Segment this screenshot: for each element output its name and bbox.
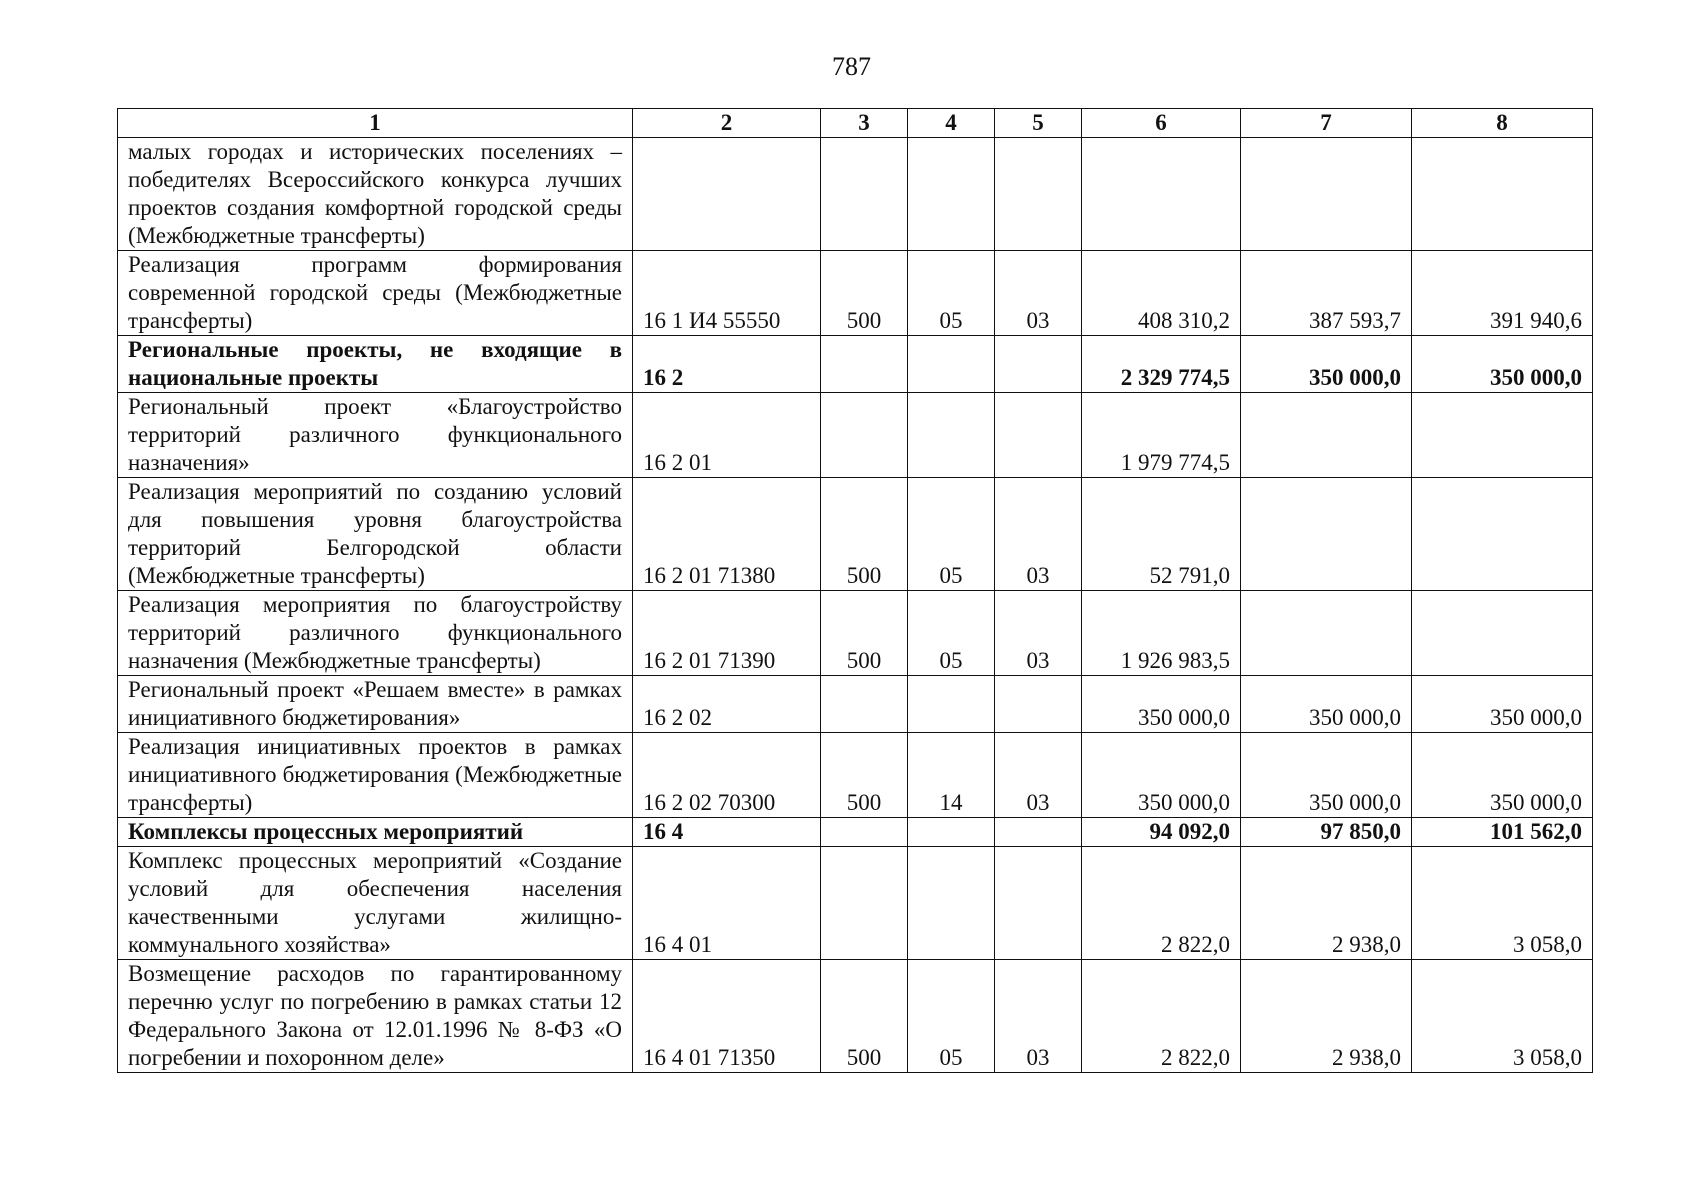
item-col-8: 3 058,0 — [1412, 960, 1593, 1073]
item-code: 16 2 — [633, 336, 821, 393]
item-name: Региональный проект «Благоустройство территорий различного функционального назначения» — [118, 393, 633, 478]
item-code: 16 2 01 — [633, 393, 821, 478]
column-header: 3 — [821, 109, 908, 138]
column-header: 4 — [908, 109, 995, 138]
item-col-8: 350 000,0 — [1412, 733, 1593, 818]
item-col-8: 350 000,0 — [1412, 676, 1593, 733]
item-name: малых городах и исторических поселениях – победителях Всероссийского конкурса лучших проектов создания комфортной городской среды (Межбюджетные трансферты) — [118, 138, 633, 251]
item-col-4 — [908, 138, 995, 251]
item-name: Региональные проекты, не входящие в национальные проекты — [118, 336, 633, 393]
item-col-7: 97 850,0 — [1241, 818, 1412, 847]
item-col-7 — [1241, 393, 1412, 478]
item-name: Реализация мероприятий по созданию условий для повышения уровня благоустройства территорий Белгородской области (Межбюджетные трансферты) — [118, 478, 633, 591]
item-col-5 — [995, 676, 1082, 733]
item-col-6: 2 822,0 — [1082, 847, 1241, 960]
item-col-8 — [1412, 591, 1593, 676]
item-col-3 — [821, 138, 908, 251]
item-col-3 — [821, 393, 908, 478]
item-code: 16 2 01 71390 — [633, 591, 821, 676]
table-row — [118, 251, 1593, 336]
item-col-4 — [908, 393, 995, 478]
item-col-7: 387 593,7 — [1241, 251, 1412, 336]
table-row — [118, 960, 1593, 1073]
item-col-6: 408 310,2 — [1082, 251, 1241, 336]
item-name: Региональный проект «Решаем вместе» в рамках инициативного бюджетирования» — [118, 676, 633, 733]
item-name: Комплекс процессных мероприятий «Создание условий для обеспечения населения качественными услугами жилищно-коммунального хозяйства» — [118, 847, 633, 960]
item-col-6: 350 000,0 — [1082, 733, 1241, 818]
item-col-8: 391 940,6 — [1412, 251, 1593, 336]
item-col-7 — [1241, 478, 1412, 591]
item-code — [633, 138, 821, 251]
item-col-7: 2 938,0 — [1241, 847, 1412, 960]
item-col-3 — [821, 818, 908, 847]
item-col-8 — [1412, 478, 1593, 591]
item-col-7: 2 938,0 — [1241, 960, 1412, 1073]
item-col-5: 03 — [995, 478, 1082, 591]
item-col-5 — [995, 847, 1082, 960]
item-col-5: 03 — [995, 733, 1082, 818]
item-col-8: 3 058,0 — [1412, 847, 1593, 960]
item-col-7: 350 000,0 — [1241, 733, 1412, 818]
header-row — [118, 109, 1593, 138]
item-col-3: 500 — [821, 960, 908, 1073]
item-col-4 — [908, 336, 995, 393]
table-row — [118, 847, 1593, 960]
table-row — [118, 818, 1593, 847]
table-row — [118, 138, 1593, 251]
item-code: 16 2 02 70300 — [633, 733, 821, 818]
item-col-3: 500 — [821, 251, 908, 336]
item-name: Реализация инициативных проектов в рамках инициативного бюджетирования (Межбюджетные трансферты) — [118, 733, 633, 818]
table-row — [118, 733, 1593, 818]
item-name: Возмещение расходов по гарантированному перечню услуг по погребению в рамках статьи 12 Федерального Закона от 12.01.1996 № 8-ФЗ «О погребении и похоронном деле» — [118, 960, 633, 1073]
item-col-5 — [995, 818, 1082, 847]
item-col-8 — [1412, 138, 1593, 251]
item-col-3: 500 — [821, 733, 908, 818]
item-col-4: 05 — [908, 591, 995, 676]
item-col-6: 350 000,0 — [1082, 676, 1241, 733]
item-col-3 — [821, 676, 908, 733]
item-col-7 — [1241, 591, 1412, 676]
item-code: 16 2 01 71380 — [633, 478, 821, 591]
item-code: 16 4 01 71350 — [633, 960, 821, 1073]
item-col-4 — [908, 847, 995, 960]
column-header: 7 — [1241, 109, 1412, 138]
item-col-4: 05 — [908, 478, 995, 591]
item-name: Реализация программ формирования современной городской среды (Межбюджетные трансферты) — [118, 251, 633, 336]
item-col-3 — [821, 336, 908, 393]
item-col-6 — [1082, 138, 1241, 251]
item-code: 16 2 02 — [633, 676, 821, 733]
item-col-4: 05 — [908, 251, 995, 336]
item-col-4 — [908, 818, 995, 847]
item-col-3: 500 — [821, 478, 908, 591]
column-header: 8 — [1412, 109, 1593, 138]
table-row — [118, 393, 1593, 478]
item-col-6: 1 979 774,5 — [1082, 393, 1241, 478]
item-code: 16 4 01 — [633, 847, 821, 960]
item-col-5: 03 — [995, 251, 1082, 336]
item-col-4 — [908, 676, 995, 733]
column-header: 5 — [995, 109, 1082, 138]
item-col-8: 101 562,0 — [1412, 818, 1593, 847]
item-col-7: 350 000,0 — [1241, 676, 1412, 733]
item-col-6: 1 926 983,5 — [1082, 591, 1241, 676]
item-col-4: 05 — [908, 960, 995, 1073]
column-header: 2 — [633, 109, 821, 138]
item-name: Реализация мероприятия по благоустройству территорий различного функционального назначения (Межбюджетные трансферты) — [118, 591, 633, 676]
item-col-5 — [995, 138, 1082, 251]
item-col-5: 03 — [995, 591, 1082, 676]
item-col-5 — [995, 393, 1082, 478]
item-col-6: 2 329 774,5 — [1082, 336, 1241, 393]
table-row — [118, 336, 1593, 393]
table-body — [118, 138, 1593, 1073]
column-header: 1 — [118, 109, 633, 138]
budget-table — [117, 108, 1593, 1073]
page-number: 787 — [832, 52, 871, 81]
item-col-3 — [821, 847, 908, 960]
item-col-7 — [1241, 138, 1412, 251]
item-col-3: 500 — [821, 591, 908, 676]
table-row — [118, 478, 1593, 591]
item-col-4: 14 — [908, 733, 995, 818]
item-code: 16 1 И4 55550 — [633, 251, 821, 336]
item-col-7: 350 000,0 — [1241, 336, 1412, 393]
item-col-8: 350 000,0 — [1412, 336, 1593, 393]
item-col-8 — [1412, 393, 1593, 478]
column-header: 6 — [1082, 109, 1241, 138]
item-col-5: 03 — [995, 960, 1082, 1073]
item-col-6: 94 092,0 — [1082, 818, 1241, 847]
table-row — [118, 676, 1593, 733]
item-code: 16 4 — [633, 818, 821, 847]
item-col-6: 2 822,0 — [1082, 960, 1241, 1073]
item-name: Комплексы процессных мероприятий — [118, 818, 633, 847]
item-col-6: 52 791,0 — [1082, 478, 1241, 591]
table-row — [118, 591, 1593, 676]
item-col-5 — [995, 336, 1082, 393]
